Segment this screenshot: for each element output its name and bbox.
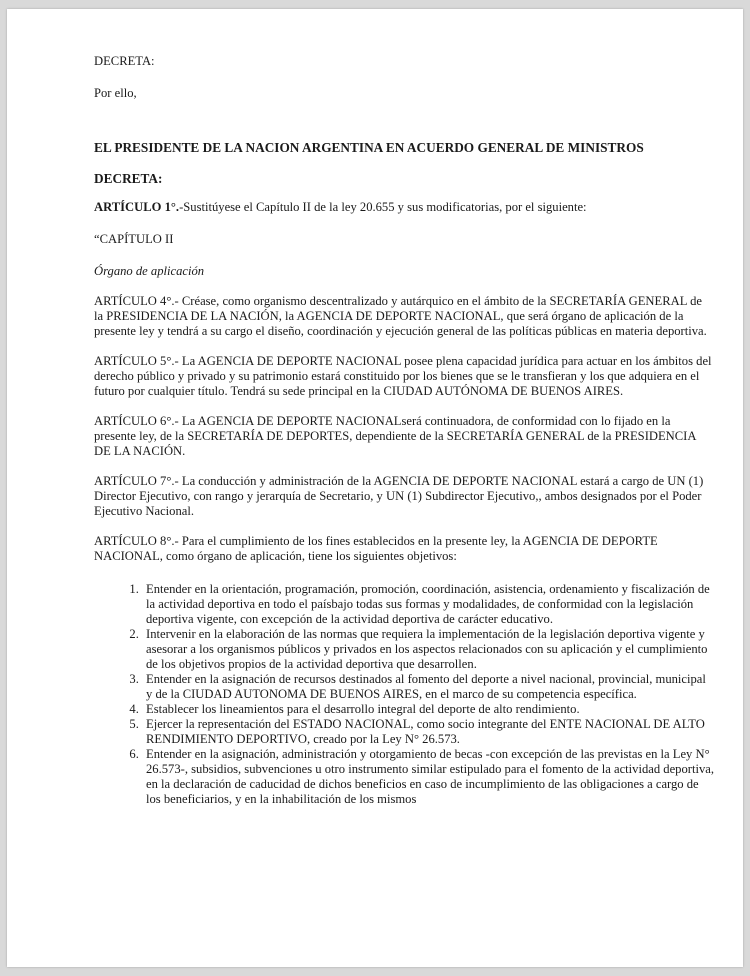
document-content	[94, 54, 714, 807]
article-8: ARTÍCULO 8°.- Para el cumplimiento de los fines establecidos en la presente ley, la AGENCIA DE DEPORTE NACIONAL, como órgano de aplicación, tiene los siguientes objetivos:	[94, 534, 658, 563]
list-item: 6. Entender en la asignación, administración y otorgamiento de becas -con excepción de las previstas en la Ley N° 26.573-, subsidios, subvenciones u otro instrumento similar estipulado para el fomento de la actividad deportiva, en la declaración de caducidad de dichos beneficios en caso de incumplimiento de las obligaciones a cargo de los beneficiarios, y en la inhabilitación de los mismos	[142, 747, 714, 807]
article-7: ARTÍCULO 7°.- La conducción y administración de la AGENCIA DE DEPORTE NACIONAL estará a cargo de UN (1) Director Ejecutivo, con rango y jerarquía de Secretario, y UN (1) Subdirector Ejecutivo,, ambos designados por el Poder Ejecutivo Nacional.	[94, 474, 704, 518]
objectives-list	[94, 582, 714, 807]
chapter-title: “CAPÍTULO II	[94, 232, 174, 246]
article-6: ARTÍCULO 6°.- La AGENCIA DE DEPORTE NACIONALserá continuadora, de conformidad con lo fijado en la presente ley, de la SECRETARÍA DE DEPORTES, dependiente de la SECRETARÍA GENERAL de la PRESIDENCIA DE LA NACIÓN.	[94, 414, 696, 458]
article-1-label: ARTÍCULO 1°.	[94, 200, 180, 214]
chapter-subtitle: Órgano de aplicación	[94, 264, 205, 278]
article-1-text: -Sustitúyese el Capítulo II de la ley 20.655 y sus modificatorias, por el siguiente:	[179, 200, 587, 214]
article-1	[94, 200, 714, 215]
president-heading: EL PRESIDENTE DE LA NACION ARGENTINA EN ACUERDO GENERAL DE MINISTROS	[94, 140, 644, 155]
por-ello-line: Por ello,	[94, 86, 137, 100]
document-page	[7, 9, 743, 967]
list-item: 4. Establecer los lineamientos para el desarrollo integral del deporte de alto rendimiento.	[142, 702, 714, 717]
article-5: ARTÍCULO 5°.- La AGENCIA DE DEPORTE NACIONAL posee plena capacidad jurídica para actuar en los ámbitos del derecho público y privado y su patrimonio estará constituido por los bienes que se le transfieran y los que adquiera en el futuro por cualquier título. Tendrá su sede principal en la CIUDAD AUTÓNOMA DE BUENOS AIRES.	[94, 354, 712, 398]
list-item: 1. Entender en la orientación, programación, promoción, coordinación, asistencia, ordenamiento y fiscalización de la actividad deportiva en todo el paísbajo todas sus formas y modalidades, de conformidad con la legislación deportiva vigente, con excepción de la actividad deportiva de carácter educativo.	[142, 582, 714, 627]
list-item: 2. Intervenir en la elaboración de las normas que requiera la implementación de la legislación deportiva vigente y asesorar a los organismos públicos y privados en los aspectos relacionados con su aplicación y el cumplimiento de los objetivos propios de la actividad deportiva que desarrollen.	[142, 627, 714, 672]
decreta-heading: DECRETA:	[94, 171, 163, 186]
decreta-top-line: DECRETA:	[94, 54, 155, 68]
article-4: ARTÍCULO 4°.- Créase, como organismo descentralizado y autárquico en el ámbito de la SECRETARÍA GENERAL de la PRESIDENCIA DE LA NACIÓN, la AGENCIA DE DEPORTE NACIONAL, que será órgano de aplicación de la presente ley y tendrá a su cargo el diseño, coordinación y ejecución general de las políticas públicas en materia deportiva.	[94, 294, 707, 338]
list-item: 3. Entender en la asignación de recursos destinados al fomento del deporte a nivel nacional, provincial, municipal y de la CIUDAD AUTONOMA DE BUENOS AIRES, en el marco de su competencia específica.	[142, 672, 714, 702]
list-item: 5. Ejercer la representación del ESTADO NACIONAL, como socio integrante del ENTE NACIONAL DE ALTO RENDIMIENTO DEPORTIVO, creado por la Ley N° 26.573.	[142, 717, 714, 747]
